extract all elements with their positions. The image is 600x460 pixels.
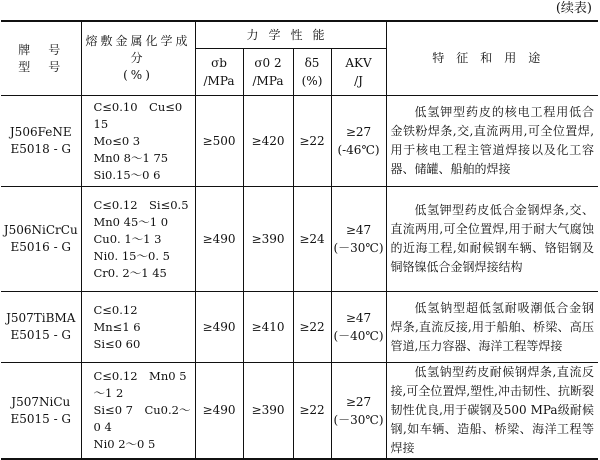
sigma-b-cell: ≥500	[195, 96, 243, 187]
header-features-uses: 特征和用途	[386, 21, 598, 96]
use-cell: 低氢钠型超低氢耐吸潮低合金钢焊条,直流反接,用于船舶、桥梁、高压管道,压力容器、海洋工程等焊接	[386, 292, 598, 363]
use-cell: 低氢钠型药皮耐候钢焊条,直流反接,可全位置焊,塑性,冲击韧性、抗断裂韧性优良,用于碳钢及500 MPa级耐候钢,如车辆、造船、桥梁、海洋工程等焊接	[386, 363, 598, 460]
model-cell: J506FeNE E5018 - G	[1, 96, 81, 187]
header-brand-model: 牌 号 型 号	[1, 21, 81, 96]
akv-cell: ≥27 (－30℃)	[331, 363, 386, 460]
welding-electrode-table	[1, 20, 598, 460]
delta5-cell: ≥22	[293, 363, 331, 460]
sigma-b-cell: ≥490	[195, 187, 243, 292]
akv-cell: ≥47 (－30℃)	[331, 187, 386, 292]
chem-cell: C≤0.12 Mn0 5～1 2 Si≤0 7 Cu0.2～0 4 Ni0 2～0 5	[81, 363, 195, 460]
sigma-b-cell: ≥490	[195, 292, 243, 363]
table-row	[1, 96, 598, 187]
chem-cell: C≤0.12 Si≤0.5 Mn0 45～1 0 Cu0. 1～1 3 Ni0. 15～0. 5 Cr0. 2～1 45	[81, 187, 195, 292]
table-row	[1, 363, 598, 460]
header-mechanical-properties: 力学性能	[195, 21, 386, 49]
sigma-b-cell: ≥490	[195, 363, 243, 460]
header-sigma-b: σb /MPa	[195, 49, 243, 96]
chem-cell: C≤0.12 Mn≤1 6 Si≤0 60	[81, 292, 195, 363]
model-cell: J507TiBMA E5015 - G	[1, 292, 81, 363]
continued-label: (续表)	[555, 1, 592, 16]
delta5-cell: ≥24	[293, 187, 331, 292]
model-cell: J507NiCu E5015 - G	[1, 363, 81, 460]
table-row	[1, 292, 598, 363]
header-delta5: δ5 (%)	[293, 49, 331, 96]
akv-cell: ≥47 (－40℃)	[331, 292, 386, 363]
sigma-02-cell: ≥420	[243, 96, 293, 187]
chem-cell: C≤0.10 Cu≤0 15 Mo≤0 3 Mn0 8～1 75 Si0.15～0 6	[81, 96, 195, 187]
header-sigma-02: σ0 2 /MPa	[243, 49, 293, 96]
table-row	[1, 187, 598, 292]
use-cell: 低氢钾型药皮低合金钢焊条,交、直流两用,可全位置焊,用于耐大气腐蚀的近海工程,如耐候钢车辆、铬铝钢及铜铬镍低合金钢焊接结构	[386, 187, 598, 292]
header-akv: AKV /J	[331, 49, 386, 96]
sigma-02-cell: ≥390	[243, 363, 293, 460]
header-chem-composition: 熔敷金属化学成分 (%)	[81, 21, 195, 96]
model-cell: J506NiCrCu E5016 - G	[1, 187, 81, 292]
delta5-cell: ≥22	[293, 96, 331, 187]
sigma-02-cell: ≥390	[243, 187, 293, 292]
delta5-cell: ≥22	[293, 292, 331, 363]
use-cell: 低氢钾型药皮的核电工程用低合金铁粉焊条,交,直流两用,可全位置焊,用于核电工程主管道焊接以及化工容器、储罐、船舶的焊接	[386, 96, 598, 187]
sigma-02-cell: ≥410	[243, 292, 293, 363]
akv-cell: ≥27 (-46℃)	[331, 96, 386, 187]
